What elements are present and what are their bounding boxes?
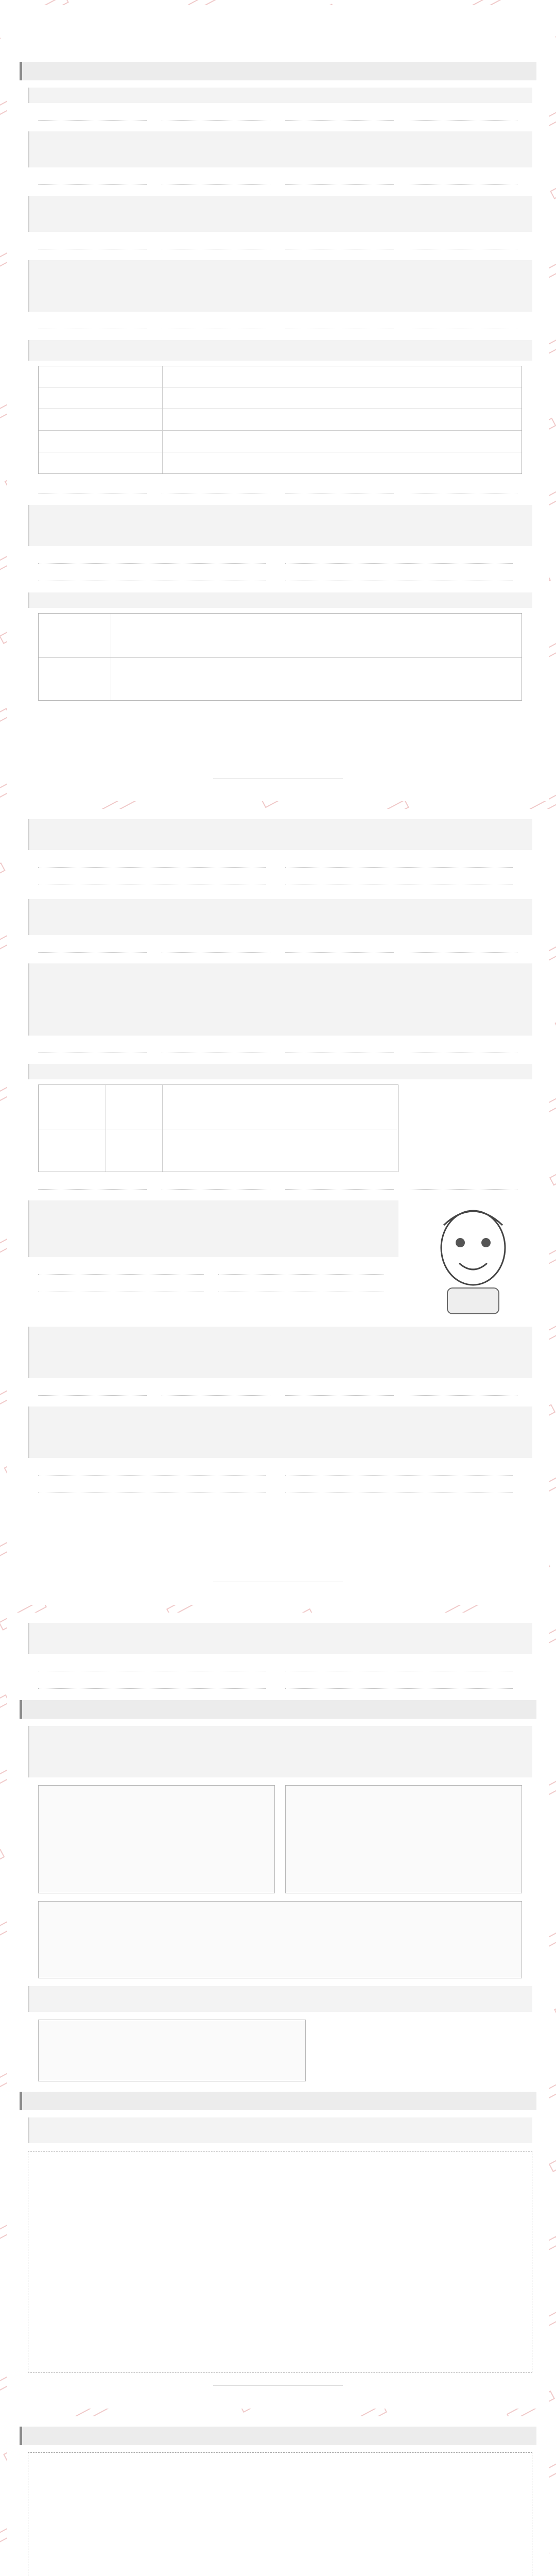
answer-option (38, 1383, 147, 1396)
question-stem (28, 2117, 532, 2143)
answer-options (38, 108, 532, 121)
answer-option (38, 1177, 147, 1190)
page-footer (213, 2385, 343, 2391)
answer-options (38, 1383, 532, 1396)
material-panel (285, 1785, 522, 1893)
question-table (38, 613, 522, 701)
answer-options (38, 237, 532, 249)
answer-option (285, 1481, 513, 1493)
answer-option (218, 1280, 384, 1292)
portrait-drawing (419, 1200, 527, 1319)
question-stem (28, 340, 532, 361)
answer-options (38, 551, 532, 564)
answer-option (285, 108, 394, 121)
exam-title (136, 11, 420, 25)
answer-options (38, 855, 532, 868)
section-heading-2 (20, 1700, 536, 1719)
answer-option (38, 940, 147, 953)
answer-options (38, 1041, 532, 1053)
task-card (28, 2452, 532, 2576)
question-stem (28, 963, 532, 1036)
answer-options (38, 1659, 532, 1671)
answer-option (38, 873, 266, 885)
answer-option (38, 1463, 266, 1476)
answer-option (285, 551, 513, 564)
answer-options (38, 1262, 398, 1275)
page-footer (213, 778, 343, 783)
answer-options (38, 940, 532, 953)
answer-options (38, 873, 532, 885)
answer-option (38, 855, 266, 868)
answer-option (285, 1676, 513, 1689)
question-stem (28, 899, 532, 935)
answer-option (409, 940, 517, 953)
question-stem (28, 1064, 532, 1079)
answer-option (162, 237, 270, 249)
answer-option (38, 1481, 266, 1493)
answer-option (285, 1463, 513, 1476)
exam-page-3 (7, 1613, 549, 2409)
answer-option (409, 1383, 517, 1396)
answer-option (409, 317, 517, 329)
answer-option (38, 551, 266, 564)
exam-page-4 (7, 2416, 549, 2576)
answer-option (285, 482, 394, 494)
question-stem (28, 1200, 398, 1257)
question-stem (28, 819, 532, 850)
answer-option (162, 108, 270, 121)
answer-option (38, 1659, 266, 1671)
section-heading-3 (20, 2092, 536, 2110)
exam-subtitle (151, 28, 405, 48)
answer-option (218, 1262, 384, 1275)
answer-option (162, 1383, 270, 1396)
answer-options (38, 482, 532, 494)
page-footer (213, 1582, 343, 1587)
question-stem (28, 196, 532, 232)
answer-option (285, 237, 394, 249)
question-stem (28, 1327, 532, 1378)
answer-option (409, 108, 517, 121)
answer-option (162, 317, 270, 329)
material-panel (38, 1785, 275, 1893)
question-stem (28, 131, 532, 167)
answer-options (38, 1463, 532, 1476)
answer-options (38, 1676, 532, 1689)
question-stem (28, 88, 532, 103)
question-stem (28, 592, 532, 608)
answer-option (285, 1659, 513, 1671)
answer-option (162, 940, 270, 953)
question-prompt (28, 1986, 532, 2012)
question-stem (28, 1406, 532, 1458)
answer-option (409, 1177, 517, 1190)
material-card (28, 2151, 532, 2372)
answer-options (38, 173, 532, 185)
answer-option (285, 1383, 394, 1396)
question-table (38, 366, 522, 474)
section-heading-1 (20, 62, 536, 80)
answer-option (38, 1041, 147, 1053)
answer-option (409, 1041, 517, 1053)
answer-option (38, 1676, 266, 1689)
answer-option (285, 569, 513, 581)
answer-option (409, 173, 517, 185)
exam-page-2 (7, 809, 549, 1605)
exam-page-1 (7, 5, 549, 801)
answer-options (38, 317, 532, 329)
answer-option (38, 108, 147, 121)
answer-option (38, 237, 147, 249)
question-table (38, 1084, 398, 1172)
answer-option (162, 1041, 270, 1053)
answer-option (285, 873, 513, 885)
material-panel (38, 1901, 522, 1978)
question-stem (28, 260, 532, 312)
answer-options (38, 1280, 398, 1292)
answer-option (162, 1177, 270, 1190)
question-stem (28, 1623, 532, 1654)
answer-options (38, 1177, 532, 1190)
answer-option (38, 569, 266, 581)
answer-option (162, 173, 270, 185)
answer-option (285, 317, 394, 329)
answer-options (38, 1481, 532, 1493)
answer-option (162, 482, 270, 494)
question-stem (28, 505, 532, 546)
answer-option (285, 1041, 394, 1053)
answer-option (285, 855, 513, 868)
answer-option (38, 1262, 204, 1275)
question-stem (28, 1726, 532, 1777)
answer-option (38, 482, 147, 494)
answer-option (285, 1177, 394, 1190)
answer-option (38, 1280, 204, 1292)
answer-option (285, 940, 394, 953)
answer-box (38, 2020, 306, 2081)
answer-option (409, 482, 517, 494)
answer-option (285, 173, 394, 185)
answer-option (409, 237, 517, 249)
answer-options (38, 569, 532, 581)
task-heading (20, 2427, 536, 2445)
answer-option (38, 317, 147, 329)
answer-option (38, 173, 147, 185)
